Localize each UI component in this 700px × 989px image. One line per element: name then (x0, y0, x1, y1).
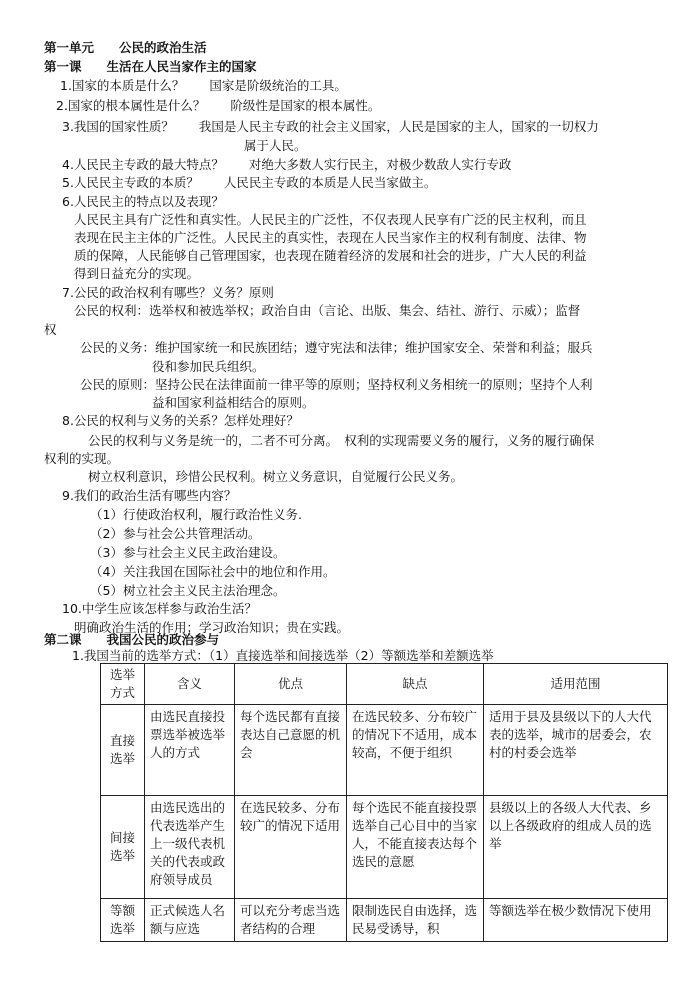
lesson1-q6-answer-line1: 人民民主具有广泛性和真实性。人民民主的广泛性，不仅表现人民享有广泛的民主权利，而且 (74, 212, 587, 227)
lesson1-q6-answer-line2: 表现在民主主体的广泛性。人民民主的真实性，表现在人民当家作主的权利有制度、法律、物 (74, 230, 587, 245)
lesson1-q10-answer: 明确政治生活的作用；学习政治知识；贵在实践。 (74, 620, 350, 635)
table-cell-cons: 每个选民不能直接投票选举自己心目中的当家人，不能直接表达每个选民的意愿 (347, 796, 484, 899)
lesson1-q3-line1: 3.我国的国家性质？ 我国是人民主专政的社会主义国家，人民是国家的主人，国家的一切权力 (62, 119, 599, 134)
table-row (101, 705, 668, 796)
table-cell-method: 间接选举 (101, 796, 145, 899)
table-cell-scope: 县级以上的各级人大代表、乡以上各级政府的组成人员的选举 (484, 796, 668, 899)
table-cell-scope: 等额选举在极少数情况下使用 (484, 899, 668, 942)
lesson1-q7-rights-line2: 权 (44, 322, 57, 337)
lesson1-q8-answer-line1: 公民的权利与义务是统一的，二者不可分离。 权利的实现需要义务的履行，义务的履行确保 (88, 433, 595, 448)
election-methods-table (100, 663, 668, 942)
lesson1-q2: 2.国家的根本属性是什么？ 阶级性是国家的根本属性。 (56, 98, 381, 113)
lesson2-q1: 1.我国当前的选举方式：（1）直接选举和间接选举（2）等额选举和差额选举 (72, 648, 494, 663)
lesson1-q7-principles-line1: 公民的原则：坚持公民在法律面前一律平等的原则；坚持权利义务相统一的原则；坚持个人利 (80, 377, 593, 392)
lesson1-q9-item: （5）树立社会主义民主法治理念。 (90, 583, 286, 598)
lesson1-q9: 9.我们的政治生活有哪些内容？ (62, 488, 237, 503)
lesson1-q4: 4.人民民主专政的最大特点？ 对绝大多数人实行民主，对极少数敌人实行专政 (62, 157, 512, 172)
lesson1-q9-item: （3）参与社会主义民主政治建设。 (90, 545, 286, 560)
lesson1-q8-answer-line2: 权利的实现。 (44, 451, 120, 466)
table-cell-method: 直接选举 (101, 705, 145, 796)
table-header-row (101, 664, 668, 705)
table-cell-meaning: 正式候选人名额与应选 (145, 899, 235, 942)
table-cell-method: 等额选举 (101, 899, 145, 942)
table-row (101, 899, 668, 942)
table-cell-pros: 每个选民都有直接表达自己意愿的机会 (235, 705, 347, 796)
table-cell-pros: 在选民较多、分布较广的情况下适用 (235, 796, 347, 899)
table-header-cell: 适用范围 (484, 664, 668, 705)
table-row (101, 796, 668, 899)
table-cell-meaning: 由选民选出的代表选举产生上一级代表机关的代表或政府领导成员 (145, 796, 235, 899)
lesson1-q1: 1.国家的本质是什么？ 国家是阶级统治的工具。 (60, 78, 347, 93)
table-cell-meaning: 由选民直接投票选举被选举人的方式 (145, 705, 235, 796)
table-cell-scope: 适用于县及县级以下的人大代表的选举，城市的居委会，农村的村委会选举 (484, 705, 668, 796)
lesson2-title: 第二课 我国公民的政治参与 (44, 632, 220, 647)
lesson1-q9-item: （4）关注我国在国际社会中的地位和作用。 (90, 564, 336, 579)
lesson1-q7-rights-line1: 公民的权利：选举权和被选举权；政治自由（言论、出版、集会、结社、游行、示威）；监督 (74, 303, 581, 318)
lesson1-q5: 5.人民民主专政的本质？ 人民民主专政的本质是人民当家做主。 (62, 175, 437, 190)
table-cell-cons: 限制选民自由选择，选民易受诱导，积 (347, 899, 484, 942)
table-cell-pros: 可以充分考虑当选者结构的合理 (235, 899, 347, 942)
lesson1-q6-answer-line3: 质的保障，人民能够自己管理国家，也表现在随着经济的发展和社会的进步，广大人民的利益 (74, 248, 587, 263)
lesson1-q7-duties-line2: 役和参加民兵组织。 (152, 359, 265, 374)
table-header-cell: 缺点 (347, 664, 484, 705)
table-header-cell: 优点 (235, 664, 347, 705)
table-header-cell: 选举方式 (101, 664, 145, 705)
lesson1-q8-answer-line3: 树立权利意识，珍惜公民权利。树立义务意识，自觉履行公民义务。 (88, 469, 464, 484)
lesson1-q8: 8.公民的权利与义务的关系？怎样处理好？ (62, 413, 299, 428)
lesson1-q3-line2: 属于人民。 (244, 138, 307, 153)
lesson1-q6-answer-line4: 得到日益充分的实现。 (74, 266, 200, 281)
lesson1-q10: 10.中学生应该怎样参与政治生活？ (62, 601, 257, 616)
lesson1-q7-principles-line2: 益和国家利益相结合的原则。 (152, 395, 315, 410)
lesson1-q6: 6.人民民主的特点以及表现？ (62, 194, 224, 209)
lesson1-title: 第一课 生活在人民当家作主的国家 (44, 59, 257, 74)
table-header-cell: 含义 (145, 664, 235, 705)
table-cell-cons: 在选民较多、分布较广的情况下不适用，成本较高，不便于组织 (347, 705, 484, 796)
lesson1-q9-item: （2）参与社会公共管理活动。 (90, 526, 261, 541)
lesson1-q7-duties-line1: 公民的义务：维护国家统一和民族团结；遵守宪法和法律；维护国家安全、荣誉和利益；服兵 (80, 340, 593, 355)
lesson1-q7: 7.公民的政治权利有哪些？义务？原则 (62, 285, 274, 300)
unit-title: 第一单元 公民的政治生活 (44, 40, 207, 55)
lesson1-q9-item: （1）行使政治权利，履行政治性义务. (90, 507, 302, 522)
